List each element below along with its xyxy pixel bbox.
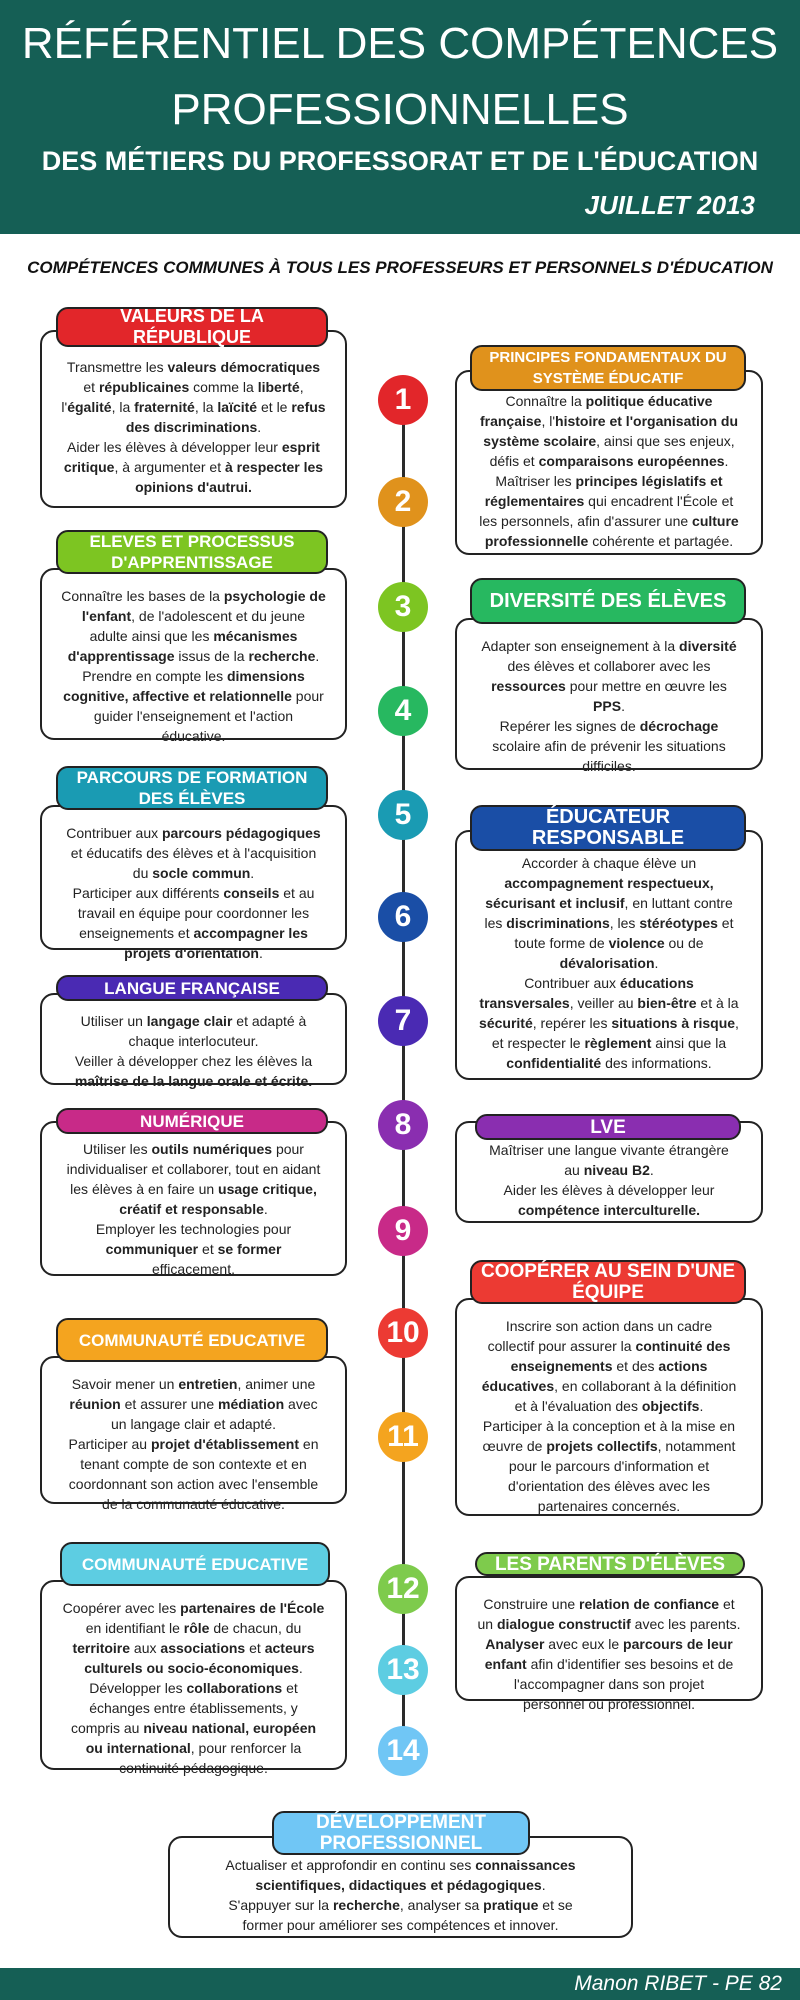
card-line: défis et comparaisons européennes. (489, 452, 729, 469)
step-number-10: 10 (378, 1308, 428, 1358)
step-number-2: 2 (378, 477, 428, 527)
card-title: COOPÉRER AU SEIN D'UNE ÉQUIPE (480, 1261, 735, 1303)
card-line: française, l'histoire et l'organisation du (479, 412, 739, 429)
card-line: Savoir mener un entretien, animer une (71, 1376, 316, 1392)
label-principes (470, 345, 746, 391)
card-line: Maîtriser une langue vivante étrangère (489, 1142, 729, 1158)
card-line: Accorder à chaque élève un (521, 855, 697, 871)
card-line: et respecter le règlement ainsi que la (491, 1035, 727, 1051)
card-valeurs (40, 330, 347, 508)
card-line: Analyser avec eux le parcours de leur (485, 1636, 733, 1652)
card-line: œuvre de projets collectifs, notamment (482, 1438, 736, 1454)
card-line: transversales, veiller au bien-être et à la (479, 995, 739, 1011)
card-parcours (40, 805, 347, 961)
card-line: individualiser et collaborer, tout en aidant (66, 1161, 321, 1177)
card-line: d'orientation des élèves avec les (508, 1478, 710, 1494)
card-line: compétence interculturelle. (517, 1202, 701, 1218)
step-number-5: 5 (378, 790, 428, 840)
card-title: DIVERSITÉ DES ÉLÈVES (489, 589, 727, 612)
card-line: et éducatifs des élèves et à l'acquisition (70, 845, 317, 861)
label-eleves (56, 530, 328, 574)
card-line: l'enfant, de l'adolescent et du jeune (81, 608, 306, 624)
card-title: COMMUNAUTÉ EDUCATIVE (78, 1330, 306, 1350)
card-title: LES PARENTS D'ÉLÈVES (494, 1553, 726, 1575)
card-line: territoire aux associations et acteurs (72, 1640, 315, 1656)
card-title: LANGUE FRANÇAISE (104, 978, 280, 998)
step-number-1: 1 (378, 375, 428, 425)
card-line: confidentialité des informations. (506, 1055, 712, 1071)
card-line: professionnelle cohérente et partagée. (484, 532, 734, 549)
card-line: Coopérer avec les partenaires de l'École (62, 1600, 325, 1616)
step-number-9: 9 (378, 1206, 428, 1256)
step-number-11: 11 (378, 1412, 428, 1462)
card-title: DÉVELOPPEMENT PROFESSIONNEL (316, 1812, 486, 1854)
card-line: cognitive, affective et relationnelle pour (63, 688, 324, 704)
card-eleves (40, 568, 347, 744)
card-line: Aider les élèves à développer leur (503, 1182, 715, 1198)
card-line: éducatives, en collaborant à la définition (481, 1378, 737, 1394)
label-parents (475, 1552, 745, 1576)
card-line: accompagnement respectueux, (504, 875, 714, 891)
card-line: culturels ou socio-économiques. (84, 1660, 303, 1676)
title-line-2: PROFESSIONNELLES (171, 85, 629, 134)
card-langue (40, 993, 347, 1089)
card-line: des élèves et collaborer avec les (507, 658, 711, 674)
card-title: PARCOURS DE FORMATION DES ÉLÈVES (76, 768, 308, 808)
card-line: adulte ainsi que les mécanismes (89, 628, 298, 644)
card-line: partenaires concernés. (537, 1498, 681, 1514)
label-communaute-1 (56, 1318, 328, 1362)
card-line: chaque interlocuteur. (128, 1033, 259, 1049)
card-title: PRINCIPES FONDAMENTAUX DU SYSTÈME ÉDUCATIF (489, 349, 727, 387)
date: JUILLET 2013 (584, 190, 755, 220)
card-line: continuité pédagogique. (119, 1760, 268, 1776)
card-title: ELEVES ET PROCESSUS D'APPRENTISSAGE (89, 532, 295, 572)
step-number-3: 3 (378, 582, 428, 632)
card-line: réunion et assurer une médiation avec (69, 1396, 318, 1412)
footer-banner (0, 1968, 800, 2000)
step-number-13: 13 (378, 1645, 428, 1695)
label-numerique (56, 1108, 328, 1134)
card-communaute-2 (40, 1580, 347, 1776)
subtitle: DES MÉTIERS DU PROFESSORAT ET DE L'ÉDUCATION (41, 146, 759, 176)
label-diversite (470, 578, 746, 624)
card-line: Prendre en compte les dimensions (82, 668, 305, 684)
card-line: scolaire afin de prévenir les situations (492, 738, 726, 754)
card-line: PPS. (593, 698, 625, 714)
card-title: NUMÉRIQUE (140, 1111, 244, 1131)
card-diversite (455, 618, 763, 774)
card-line: au niveau B2. (564, 1162, 654, 1178)
card-line: éducative. (161, 728, 226, 744)
card-line: l'égalité, la fraternité, la laïcité et le refus (61, 399, 326, 415)
section-title: COMPÉTENCES COMMUNES À TOUS LES PROFESSEURS ET PERSONNELS D'ÉDUCATION (27, 258, 773, 277)
card-line: les personnels, afin d'assurer une culture (479, 512, 739, 529)
footer-author: Manon RIBET - PE 82 (574, 1972, 782, 1995)
card-line: maîtrise de la langue orale et écrite. (74, 1073, 313, 1089)
card-line: ressources pour mettre en œuvre les (491, 678, 727, 694)
card-line: personnel ou professionnel. (522, 1696, 695, 1712)
card-title: LVE (590, 1116, 626, 1138)
card-line: les discriminations, les stéréotypes et (484, 915, 734, 931)
card-line: dévalorisation. (559, 955, 659, 971)
card-line: guider l'enseignement et l'action (93, 708, 294, 724)
card-line: travail en équipe pour coordonner les (77, 905, 310, 921)
card-line: Transmettre les valeurs démocratiques (66, 359, 321, 375)
card-line: Construire une relation de confiance et (483, 1596, 735, 1612)
card-line: coordonnant son action avec l'ensemble (68, 1476, 319, 1492)
card-parents (455, 1576, 763, 1712)
card-line: réglementaires qui encadrent l'École et (484, 492, 734, 509)
card-line: échanges entre établissements, y (89, 1700, 298, 1716)
card-line: enseignements et des actions (510, 1358, 708, 1374)
label-developpement (272, 1811, 530, 1855)
card-cooperer (455, 1298, 763, 1516)
card-line: et à l'évaluation des objectifs. (514, 1398, 704, 1414)
label-langue (56, 975, 328, 1001)
card-line: Veiller à développer chez les élèves la (74, 1053, 313, 1069)
label-cooperer (470, 1260, 746, 1304)
card-line: critique, à argumenter et à respecter les (63, 459, 324, 475)
header-banner (0, 0, 800, 234)
card-line: Contribuer aux éducations (524, 975, 694, 991)
card-line: Repérer les signes de décrochage (499, 718, 719, 734)
card-line: et républicaines comme la liberté, (83, 379, 304, 395)
card-title: VALEURS DE LA RÉPUBLIQUE (120, 306, 264, 347)
card-line: Utiliser les outils numériques pour (83, 1141, 304, 1157)
card-line: former pour améliorer ses compétences et innover. (242, 1917, 559, 1933)
card-line: Participer aux différents conseils et au (72, 885, 315, 901)
card-line: Connaître les bases de la psychologie de (61, 588, 326, 604)
card-line: Actualiser et approfondir en continu ses connaissances (225, 1857, 576, 1873)
card-line: système scolaire, ainsi que ses enjeux, (483, 432, 735, 449)
card-line: Inscrire son action dans un cadre (505, 1318, 713, 1334)
card-line: toute forme de violence ou de (514, 935, 704, 951)
label-parcours (56, 766, 328, 810)
card-line: Maîtriser les principes législatifs et (495, 472, 723, 489)
step-number-7: 7 (378, 996, 428, 1046)
card-educateur (455, 830, 763, 1080)
card-line: communiquer et se former (105, 1241, 282, 1257)
card-line: efficacement. (151, 1261, 235, 1277)
card-line: des discriminations. (125, 419, 262, 435)
card-principes (455, 370, 763, 555)
card-line: de la communauté éducative. (102, 1496, 285, 1512)
step-number-4: 4 (378, 686, 428, 736)
card-line: sécurité, repérer les situations à risque, (479, 1015, 739, 1031)
card-line: d'apprentissage issus de la recherche. (67, 648, 320, 664)
step-number-8: 8 (378, 1100, 428, 1150)
card-line: Participer à la conception et à la mise en (482, 1418, 736, 1434)
label-educateur (470, 805, 746, 851)
card-numerique (40, 1121, 347, 1276)
card-line: projets d'orientation. (124, 945, 263, 961)
card-line: Aider les élèves à développer leur esprit (67, 439, 320, 455)
step-number-12: 12 (378, 1564, 428, 1614)
card-line: scientifiques, didactiques et pédagogiques. (255, 1877, 546, 1893)
card-title: ÉDUCATEUR RESPONSABLE (531, 806, 685, 849)
card-line: créatif et responsable. (119, 1201, 268, 1217)
card-line: difficiles. (582, 758, 636, 774)
label-communaute-2 (60, 1542, 330, 1586)
card-line: un dialogue constructif avec les parents. (477, 1616, 741, 1632)
card-line: l'accompagner dans son projet (513, 1676, 705, 1692)
card-line: tenant compte de son contexte et en (80, 1456, 307, 1472)
label-lve (475, 1114, 741, 1140)
card-line: Développer les collaborations et (89, 1680, 298, 1696)
card-line: sécurisant et inclusif, en luttant contre (485, 895, 733, 911)
card-line: les élèves à en faire un usage critique, (70, 1181, 317, 1197)
card-line: enseignements et accompagner les (79, 925, 308, 941)
card-line: compris au niveau national, européen (70, 1720, 317, 1736)
card-line: opinions d'autrui. (135, 479, 252, 495)
step-number-6: 6 (378, 892, 428, 942)
card-line: ou international, pour renforcer la (85, 1740, 302, 1756)
card-line: du socle commun. (132, 865, 255, 881)
card-line: Utiliser un langage clair et adapté à (80, 1013, 307, 1029)
card-line: pour le parcours d'information et (508, 1458, 710, 1474)
label-valeurs (56, 307, 328, 347)
card-line: un langage clair et adapté. (110, 1416, 276, 1432)
card-title: COMMUNAUTÉ EDUCATIVE (81, 1554, 309, 1574)
card-line: Contribuer aux parcours pédagogiques (66, 825, 321, 841)
card-line: collectif pour assurer la continuité des (487, 1338, 731, 1354)
card-line: enfant afin d'identifier ses besoins et de (484, 1656, 734, 1672)
card-communaute-1 (40, 1356, 347, 1512)
card-line: Employer les technologies pour (95, 1221, 292, 1237)
card-line: Connaître la politique éducative (505, 392, 713, 409)
card-line: S'appuyer sur la recherche, analyser sa pratique et se (228, 1897, 573, 1913)
card-line: Adapter son enseignement à la diversité (481, 638, 737, 654)
title-line-1: RÉFÉRENTIEL DES COMPÉTENCES (21, 19, 779, 68)
card-line: Participer au projet d'établissement en (68, 1436, 319, 1452)
card-line: en identifiant le rôle de chacun, du (85, 1620, 302, 1636)
step-number-14: 14 (378, 1726, 428, 1776)
